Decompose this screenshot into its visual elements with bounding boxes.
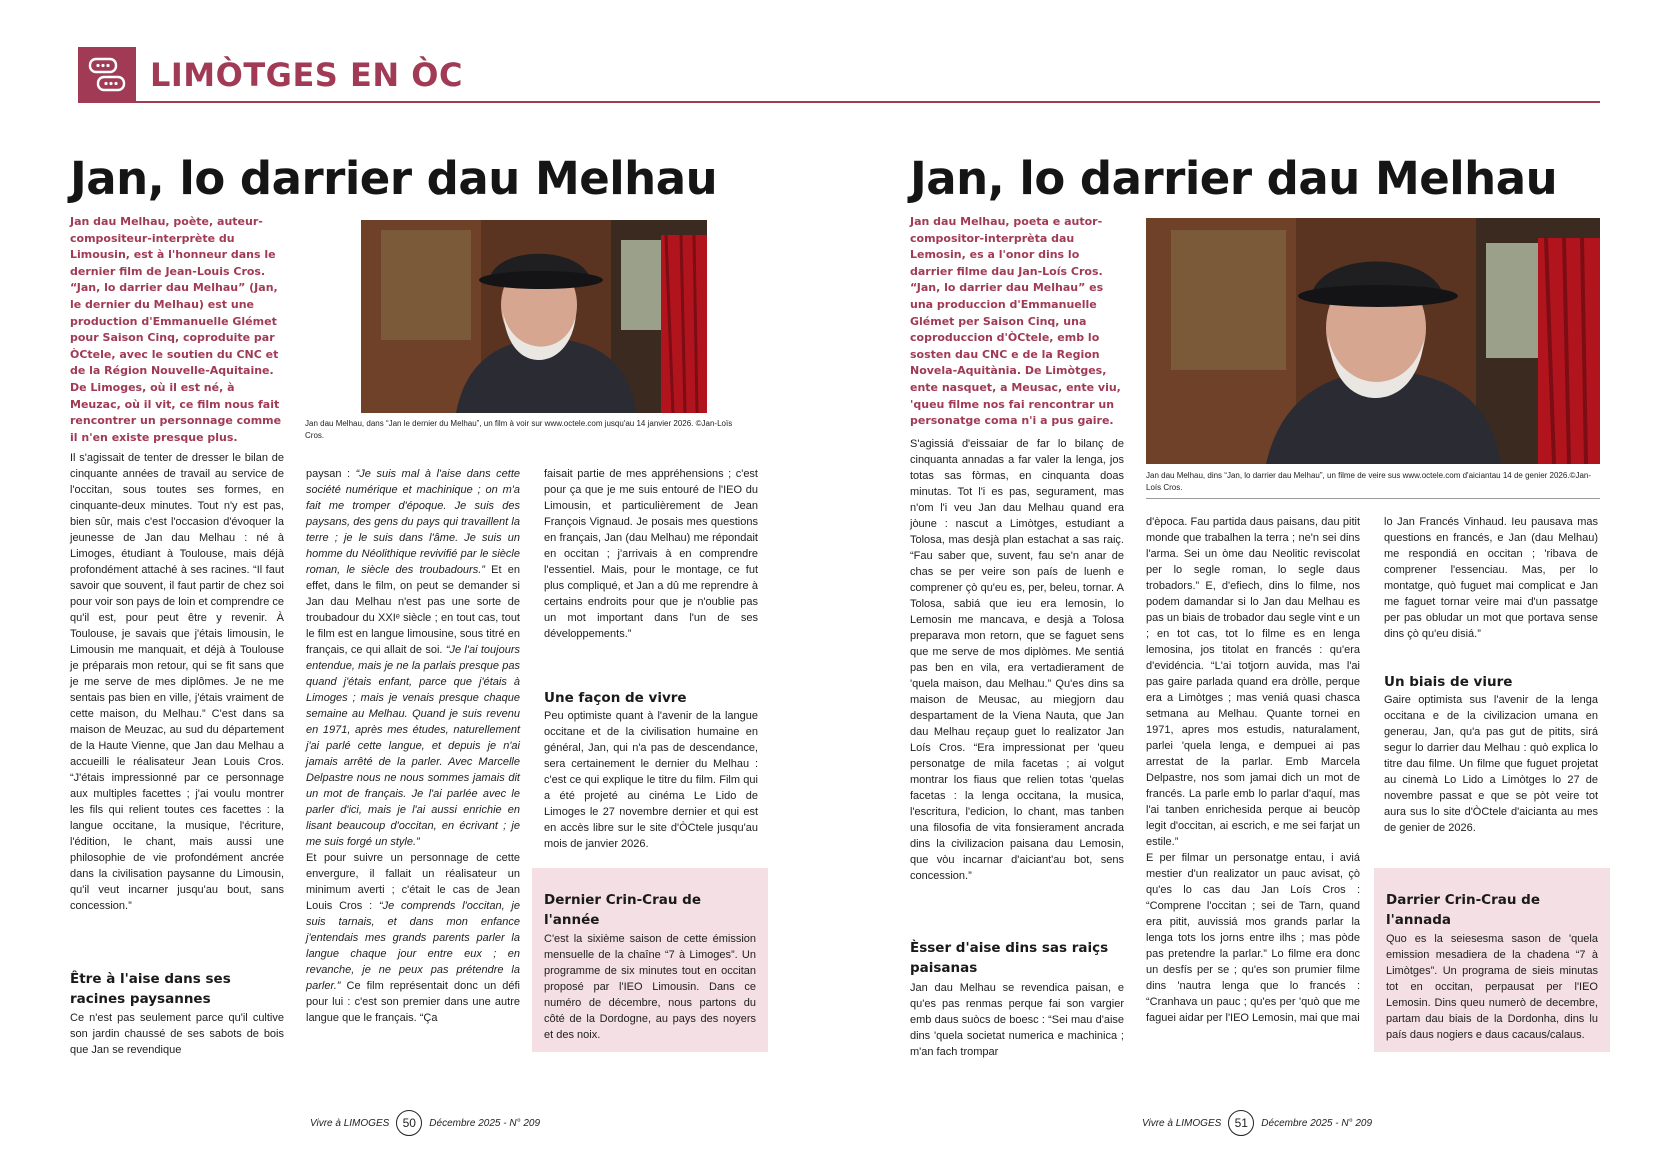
column-3-continued-oc: Gaire optimista sus l'avenir de la lenga occitana e de la civilizacion umana en generau, Jan, qu'a pas gut de pitits, sirá segur lo darrier dau Melhau : quò explica lo titre dau filme. Un filme que fuguet projetat au cinemà Lo Lido a Limòtges lo 27 de novembre passat e que se pòt veire tot aura sus lo site d'ÒCtele d'aicianta au mes de genier de 2026.: [1384, 694, 1598, 834]
sidebar-title-fr: Dernier Crin-Crau de l'année: [544, 892, 701, 928]
section-title: LIMÒTGES EN ÒC: [150, 56, 463, 94]
sidebar-text-fr: C'est la sixième saison de cette émission mensuelle de la chaîne “7 à Limoges”. Un programme de six minutes tout en occitan proposé par l'IEO Limousin. Dans ce numéro de décembre, nous partons du côté de la Dordogne, au pays des noyers et des noix.: [544, 933, 756, 1041]
col2-oc-text-b: E per filmar un personatge entau, i aviá mestier d'un realizator un pauc avisat, çò qu'es lo cas dau Jan Loís Cros : “Comprene l'occitan ; sei de Tarn, quand era pitit, auvissiá mos grands parlar la lenga tots los jorns entre ilhs ; mas pòde pas pretendre la parlar.” Lo filme era donc un desfís per se ; qu'es son prumier filme dins 'nautra lenga que lo francés : “Cranhava un pauc ; qu'es per 'quò que me faguei aidar per l'IEO Lemosin, mai que mai: [1146, 852, 1360, 1024]
page-number: 50: [396, 1110, 422, 1136]
article-title-fr: Jan, lo darrier dau Melhau: [70, 152, 718, 205]
sidebar-box-oc: [1374, 868, 1610, 1052]
col2-oc-text-a: d'època. Fau partida daus paisans, dau pitit monde que trabalhen la terra ; ne'n sei dins l'arma. Sei un òme dau Neolitic reviscolat per lo segle roman, lo segle daus trobadors.” E, d'efiech, dins lo filme, nos podem damandar si lo Jan dau Melhau es pas un biais de trobador dau segle vint e un ; en tot cas, tot lo filme es en lenga lemosina, jos titolat en francés : qu'era d'evidéncia. “L'ai totjorn auvida, mas l'ai pas gaire parlada quand era dròlle, perque era a Limòtges ; mas veniá quasi chasca setmana au Melhau. Quante tornei en 1971, apres mos estudis, naturalament, parlei 'quela lenga, e dempuei ai pas arrestat de la parlar. Emb Marcela Delpastre, nos som jamai dich un mot de francés. La parle emb lo parlar d'aquí, mas l'ai tanben enrichesida perque ai beucòp legit d'occitan, ai escrich, e me sei farjat un estile.”: [1146, 516, 1360, 848]
column-1-continued-oc: Jan dau Melhau se revendica paisan, e qu'es pas renmas perque fai son vargier emb daus suòcs de boesc : “Sei mau d'aise dins 'quela societat numerica e machinica ; m'an fach trompar: [910, 982, 1124, 1058]
article-title-oc: Jan, lo darrier dau Melhau: [910, 152, 1558, 205]
footer-issue: Décembre 2025 - N° 209: [429, 1117, 541, 1129]
subheading-1-fr: Être à l'aise dans ses racines paysannes: [70, 971, 231, 1007]
portrait-photo-oc: [1146, 218, 1600, 464]
chat-bubbles-icon: [78, 47, 136, 102]
subheading-2-oc: Un biais de viure: [1384, 674, 1513, 690]
col2-text-d: Ce film représentait donc un défi pour lui : c'est son premier dans une autre langue que le français. “Ça: [306, 980, 520, 1024]
col2-text-b: Et en effet, dans le film, on peut se demander si Jan dau Melhau n'est pas une sorte de troubadour du XXIᵉ siècle ; en tout cas, tout le film est en langue limousine, sous titré en français, ce qui allait de soi.: [306, 564, 520, 656]
sidebar-box-fr: [532, 868, 768, 1052]
col2-quote-3: “Je comprends l'occitan, je suis tarnais, et dans mon enfance j'entendais mes grands parents parler la langue chaque jour entre eux ; en revanche, je ne peux pas prétendre la parler.”: [306, 900, 520, 992]
col2-quote-1: “Je suis mal à l'aise dans cette société numérique et machinique ; on m'a fait me tromper d'époque. Je suis des paysans, des gens du pays qui travaillent la terre ; je le suis dans l'âme. Je suis un homme du Néolithique revivifié par le siècle roman, le siècle des troubadours.”: [306, 468, 520, 576]
column-1-continued-fr: Ce n'est pas seulement parce qu'il cultive son jardin chaussé de ses sabots de bois que Jan se revendique: [70, 1012, 284, 1056]
column-3-oc: lo Jan Francés Vinhaud. Ieu pausava mas questions en francés, e Jan (dau Melhau) me respondiá en occitan ; 'ribava de comprener l'essenciau. Mas, per lo montatge, quò fuguet mai complicat e Jan me faguet tornar veire mai d'un passatge per pas obludar un mot que portava sense dins çò qu'eu disiá.”: [1384, 516, 1598, 640]
caption-rule: [1146, 498, 1600, 499]
subheading-2-fr: Une façon de vivre: [544, 690, 687, 706]
footer-magazine: Vivre à LIMOGES: [310, 1117, 390, 1129]
footer-issue: Décembre 2025 - N° 209: [1261, 1117, 1373, 1129]
col2-text-c: Et pour suivre un personnage de cette envergure, il fallait un réalisateur un minimum averti ; c'était le cas de Jean Louis Cros :: [306, 852, 520, 912]
footer-magazine: Vivre à LIMOGES: [1142, 1117, 1222, 1129]
column-3-fr: faisait partie de mes appréhensions ; c'est pour ça que je me suis entouré de l'IEO du Limousin, et particulièrement de Jean François Vignaud. Je posais mes questions en français, Jan (dau Melhau) me répondait en occitan ; j'arrivais à en comprendre l'essentiel. Mais, pour le montage, ce fut plus compliqué, et Jan a dû me reprendre à certains endroits pour que je n'oublie pas un mot important dans l'un de ses développements.”: [544, 468, 758, 640]
lead-paragraph-fr: Jan dau Melhau, poète, auteur-compositeur-interprète du Limousin, est à l'honneur dans le dernier film de Jean-Louis Cros. “Jan, lo darrier dau Melhau” (Jan, le dernier du Melhau) est une production d'Emmanuelle Glémet pour Saison Cinq, coproduite par ÒCtele, avec le soutien du CNC et de la Région Nouvelle-Aquitaine. De Limoges, où il est né, à Meuzac, où il vit, ce film nous fait rencontrer un personnage comme il n'en existe presque plus.: [70, 215, 282, 444]
column-2-oc: [1146, 514, 1360, 1026]
column-1-oc: S'agissiá d'eissaiar de far lo bilanç de cinquanta annadas a far valer la lenga, jos totas sas fòrmas, en cinquanta doas minutas. Tot l'i es pas, segurament, mas n'om l'i veu Jan dau Melhau quand era jòune : nascut a Limòtges, estudiant a Tolosa, mas desjà plan estachat a sas raiç. “Fau saber que, suvent, fau se'n anar de chas se per veire son país de luenh e comprener çò qu'eu es, per, beleu, tornar. A Tolosa, sabiá que ieu era lemosin, lo Lemosin me mancava, e desjà a Tolosa preparava mon retorn, que se faguet sens que me serve de mos diplòmes. Me sentiá pas ben en vila, era vertadierament de 'quela maison, dau Melhau.” Qu'es dins sa maison de Meusac, au miegjorn dau despartament de la Viena Nauta, que Jan dau Melhau reçaup guet lo realizator Jan Loís Cros. “Era impressionat per 'queu personatge de mila facetas ; ai volgut montrar los fiaus que relien totas 'quelas facetas : la lenga occitana, la musica, l'escritura, l'edicion, lo chant, mas tanben una filosofia de vita fonsierament ancrada dins la civilizacion paisana dau Lemosin, que vòu incarnar d'aiciant'au bot, sens concession.”: [910, 438, 1124, 882]
lead-paragraph-oc: Jan dau Melhau, poeta e autor-compositor-interprèta dau Lemosin, es a l'onor dins lo darrier filme dau Jan-Loís Cros. “Jan, lo darrier dau Melhau” es una produccion d'Emmanuelle Glémet per Saison Cinq, una coproduccion d'ÒCtele, emb lo sosten dau CNC e de la Region Novela-Aquitània. De Limòtges, ente nasquet, a Meusac, ente viu, 'queu filme nos fai rencontrar un personatge coma n'i a pus gaire.: [910, 215, 1121, 428]
col2-quote-2: “Je l'ai toujours entendue, mais je ne la parlais presque pas quand j'étais enfant, parce que j'étais à Limoges ; mais je venais presque chaque semaine au Melhau. Quand je suis revenu en 1971, après mes études, naturellement j'ai parlé cette langue, et depuis je n'ai jamais arrêté de la parler. Avec Marcelle Delpastre nous ne nous sommes jamais dit un mot de français. Je l'ai parlée avec le parler d'ici, mais je l'ai aussi enrichie en lisant beaucoup d'occitan, en écrivant ; je me suis forgé un style.”: [306, 644, 520, 848]
header-rule: [78, 101, 1600, 103]
footer-right: [1142, 1110, 1372, 1136]
column-1-fr: Il s'agissait de tenter de dresser le bilan de cinquante années de travail au service de l'occitan, sous toutes ses formes, en cinquante-deux minutes. Tout n'y est pas, bien sûr, mais c'est l'occasion d'évoquer la jeunesse de Jan dau Melhau : né à Limoges, étudiant à Toulouse, mais déjà profondément attaché à ses racines. “Il faut savoir que souvent, il faut partir de chez soi pour voir son pays de loin et comprendre ce qu'il est, pour peut être y revenir. À Toulouse, je savais que j'étais limousin, le Limousin me manquait, et déjà à Toulouse je préparais mon retour, qui se fit sans que je me serve de mes diplômes. Je ne me sentais pas bien en ville, j'étais vraiment de cette maison, du Melhau.” C'est dans sa maison de Meuzac, au sud du département de la Haute Vienne, que Jan dau Melhau a accueilli le réalisateur Jean Louis Cros. “J'étais impressionné par ce personnage aux multiples facettes ; j'ai voulu montrer les fils qui relient toutes ces facettes : la langue occitane, la musique, l'écriture, l'édition, le chant, mais aussi une philosophie de vie profondément ancrée dans la civilisation paysanne du Limousin, qu'il veut incarner jusqu'au bout, sans concession.”: [70, 452, 285, 912]
photo-caption-oc: Jan dau Melhau, dins “Jan, lo darrier dau Melhau”, un filme de veire sus www.octele.com d'aiciantau 14 de genier 2026.©Jan-Loís Cros.: [1146, 471, 1591, 492]
photo-caption-fr: Jan dau Melhau, dans “Jan le dernier du Melhau”, un film à voir sur www.octele.com jusqu'au 14 janvier 2026. ©Jan-Loïs Cros.: [305, 419, 733, 440]
page-number: 51: [1228, 1110, 1254, 1136]
sidebar-text-oc: Quo es la seiesesma sason de 'quela emission mesadiera de la chadena “7 à Limòtges”. Un programa de sieis minutas tot en occitan, perpausat per l'IEO Lemosin. Dins queu numerò de decembre, partam dau biais de la Dordonha, dins lu país daus nogiers e daus cacaus/calaus.: [1386, 933, 1598, 1041]
subheading-1-oc: Èsser d'aise dins sas raiçs paisanas: [910, 940, 1109, 976]
portrait-photo-fr: [361, 220, 707, 413]
column-2-fr: [306, 466, 520, 1026]
footer-left: [310, 1110, 540, 1136]
sidebar-title-oc: Darrier Crin-Crau de l'annada: [1386, 892, 1540, 928]
column-3-continued-fr: Peu optimiste quant à l'avenir de la langue occitane et de la civilisation humaine en général, Jan, qui n'a pas de descendance, sera certainement le dernier du Melhau : c'est ce qui explique le titre du film. Film qui a été projeté au cinéma Le Lido de Limoges le 27 novembre dernier et qui est en accès libre sur le site d'ÒCtele jusqu'au mois de janvier 2026.: [544, 710, 758, 850]
col2-text-a: paysan :: [306, 468, 356, 480]
